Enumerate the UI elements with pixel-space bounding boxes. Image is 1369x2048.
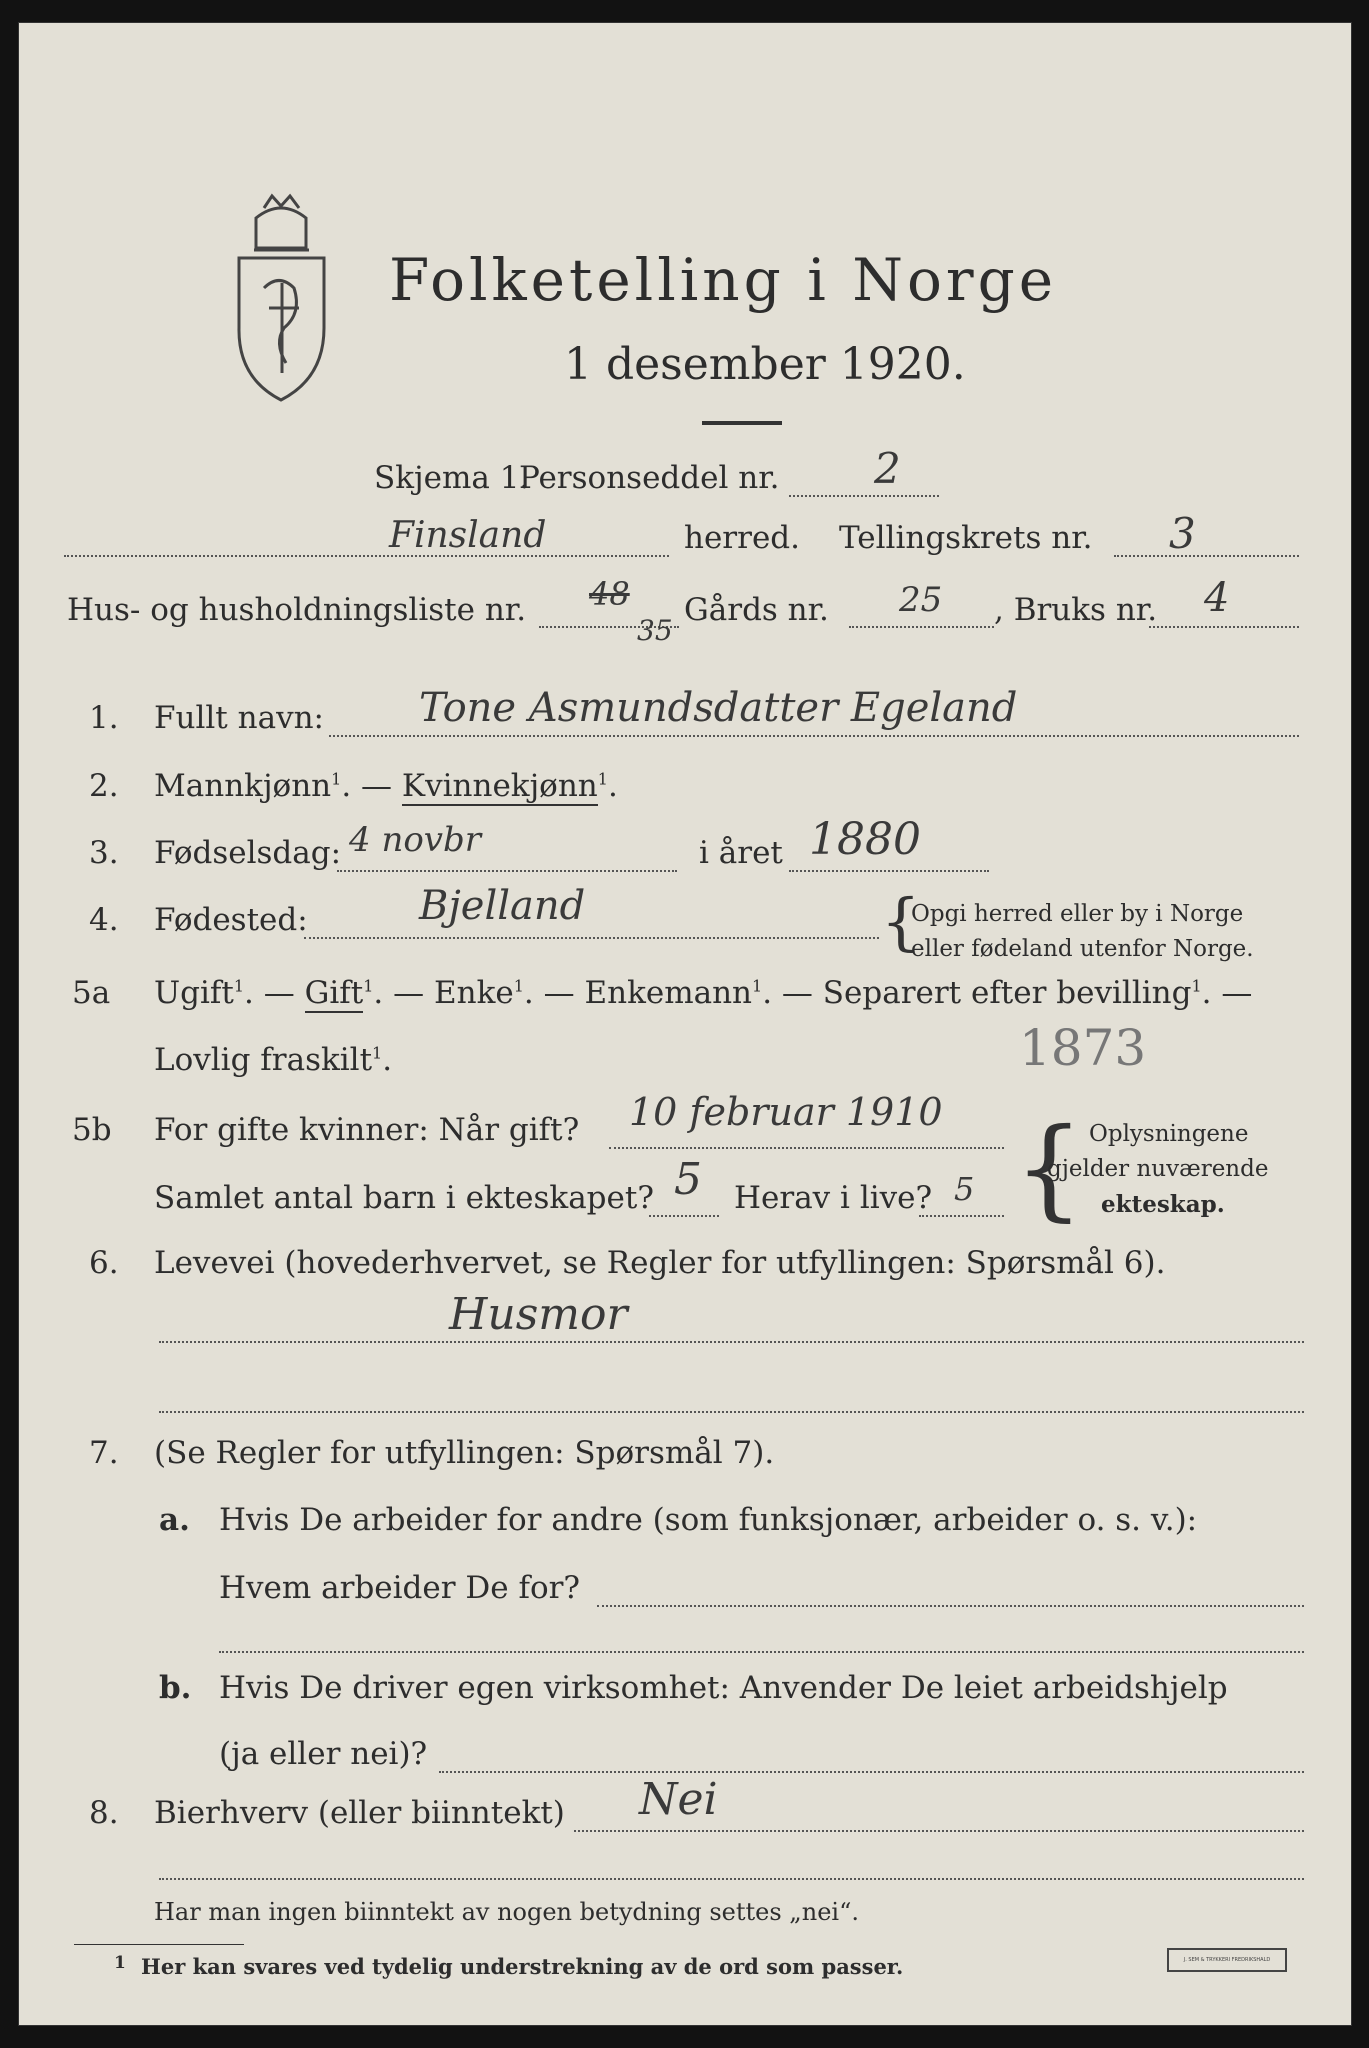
q4-note-brace: { xyxy=(881,885,921,958)
q5a-enkemann-option[interactable]: Enkemann xyxy=(584,975,753,1011)
husliste-value[interactable]: 48 xyxy=(589,575,630,613)
q5a-separert-option[interactable]: Separert efter bevilling xyxy=(822,975,1192,1011)
q5b-note-line3: ekteskap. xyxy=(1101,1191,1225,1218)
q7b-question: (ja eller nei)? xyxy=(219,1736,428,1772)
herred-label: herred. xyxy=(684,520,800,556)
q1-label: Fullt navn: xyxy=(154,700,324,736)
bruks-label: , Bruks nr. xyxy=(994,592,1158,628)
printer-stamp-text: J. SEM & TRYKKERI FREDRIKSHALD xyxy=(1183,1957,1271,1963)
gards-label: Gårds nr. xyxy=(684,592,829,628)
q5a-dash4: . — xyxy=(762,975,813,1011)
footnote-divider xyxy=(74,1944,244,1945)
bruks-value[interactable]: 4 xyxy=(1204,575,1230,621)
q3-birthday-value[interactable]: 4 novbr xyxy=(349,820,482,860)
q5b-label: For gifte kvinner: Når gift? xyxy=(154,1112,580,1148)
tellingskrets-label: Tellingskrets nr. xyxy=(839,520,1093,556)
norwegian-coat-of-arms-icon xyxy=(224,188,339,408)
q7a-line2 xyxy=(219,1651,1304,1653)
q5b-note-brace: { xyxy=(1014,1104,1084,1232)
tellingskrets-line xyxy=(1114,555,1299,557)
tellingskrets-value[interactable]: 3 xyxy=(1169,509,1196,558)
q8-side-income-value[interactable]: Nei xyxy=(639,1774,718,1825)
q3-line xyxy=(337,870,677,872)
q2-end: . xyxy=(607,768,618,804)
q7-label: (Se Regler for utfyllingen: Spørsmål 7). xyxy=(154,1435,775,1471)
q5b-children-value[interactable]: 5 xyxy=(674,1154,702,1205)
q3-year-line xyxy=(789,870,989,872)
q5a-gift-sup: 1 xyxy=(363,976,374,996)
footnote-number: 1 xyxy=(114,1953,126,1973)
q5a-ugift-sup: 1 xyxy=(233,976,245,996)
q5b-note-line1: Oplysningene xyxy=(1089,1121,1249,1147)
skjema-label: Skjema 1. xyxy=(374,460,530,496)
q3-number: 3. xyxy=(89,835,119,871)
q5a-dash1: . — xyxy=(244,975,295,1011)
q5b-alive-value[interactable]: 5 xyxy=(954,1170,975,1208)
footnote-text: Her kan svares ved tydelig understrekning av de ord som passer. xyxy=(141,1954,904,1979)
q7b-text: Hvis De driver egen virksomhet: Anvender De leiet arbeidshjelp xyxy=(219,1670,1228,1706)
personseddel-value[interactable]: 2 xyxy=(874,444,901,493)
q5a-margin-note: 1873 xyxy=(1019,1019,1147,1077)
q6-number: 6. xyxy=(89,1245,119,1281)
husliste-label: Hus- og husholdningsliste nr. xyxy=(67,592,527,628)
title-divider xyxy=(702,421,782,425)
q4-note-line1: Opgi herred eller by i Norge xyxy=(911,901,1244,927)
q5b-children-label: Samlet antal barn i ekteskapet? xyxy=(154,1180,654,1216)
q6-line2 xyxy=(159,1411,1304,1413)
q1-number: 1. xyxy=(89,700,119,736)
q5b-married-line xyxy=(609,1147,1004,1149)
q4-label: Fødested: xyxy=(154,902,308,938)
q3-year-label: i året xyxy=(699,835,783,871)
census-form-sheet xyxy=(18,22,1352,2026)
q7a-text: Hvis De arbeider for andre (som funksjonær, arbeider o. s. v.): xyxy=(219,1502,1198,1538)
q7b-number: b. xyxy=(159,1670,192,1706)
q5a-fraskilt-sup: 1 xyxy=(372,1043,383,1063)
q5b-married-value[interactable]: 10 februar 1910 xyxy=(629,1090,943,1134)
gards-line xyxy=(849,626,994,628)
personseddel-label: Personseddel nr. xyxy=(519,460,780,496)
q5a-fraskilt-option[interactable]: Lovlig fraskilt xyxy=(154,1042,373,1078)
q7a-line1 xyxy=(597,1605,1304,1607)
q2-male-sup: 1 xyxy=(331,769,342,789)
q1-line xyxy=(329,735,1299,737)
q5a-enke-option[interactable]: Enke xyxy=(433,975,514,1011)
herred-line xyxy=(64,555,669,557)
q5a-number: 5a xyxy=(72,975,111,1011)
q5b-note-line2: gjelder nuværende xyxy=(1047,1156,1269,1182)
q1-full-name-value[interactable]: Tone Asmundsdatter Egeland xyxy=(419,685,1018,731)
q7a-question: Hvem arbeider De for? xyxy=(219,1570,581,1606)
q5a-separert-sup: 1 xyxy=(1191,976,1202,996)
q2-sep: . — xyxy=(341,768,393,804)
personseddel-line xyxy=(789,495,939,497)
q2-female-sup: 1 xyxy=(597,769,608,789)
footer-note: Har man ingen biinntekt av nogen betydning settes „nei“. xyxy=(154,1898,859,1926)
q5a-dash3: . — xyxy=(523,975,575,1011)
q2-male-option[interactable]: Mannkjønn xyxy=(154,768,332,804)
q8-number: 8. xyxy=(89,1795,119,1831)
q2-female-option-selected[interactable]: Kvinnekjønn xyxy=(401,768,598,804)
herred-value[interactable]: Finsland xyxy=(389,515,547,556)
q4-birthplace-value[interactable]: Bjelland xyxy=(419,883,586,929)
q3-year-value[interactable]: 1880 xyxy=(809,814,921,865)
q2-number: 2. xyxy=(89,768,119,804)
q7-number: 7. xyxy=(89,1435,119,1471)
form-title: Folketelling i Norge xyxy=(389,246,1058,314)
q5b-alive-line xyxy=(919,1215,1004,1217)
q5a-ugift-option[interactable]: Ugift xyxy=(154,975,234,1011)
q8-line xyxy=(574,1830,1304,1832)
q4-line xyxy=(304,937,879,939)
q7a-number: a. xyxy=(159,1502,190,1538)
q8-label: Bierhverv (eller biinntekt) xyxy=(154,1795,565,1831)
husliste-value-corrected[interactable]: 35 xyxy=(637,614,673,647)
q3-label: Fødselsdag: xyxy=(154,835,342,871)
census-date: 1 desember 1920. xyxy=(564,339,966,390)
q4-note-line2: eller fødeland utenfor Norge. xyxy=(911,936,1254,962)
q8-line2 xyxy=(159,1878,1304,1880)
gards-value[interactable]: 25 xyxy=(899,580,943,620)
q5b-children-line xyxy=(649,1215,719,1217)
q5b-number: 5b xyxy=(72,1112,112,1148)
bruks-line xyxy=(1149,626,1299,628)
q6-occupation-value[interactable]: Husmor xyxy=(449,1289,628,1340)
q5a-dash2: . — xyxy=(373,975,425,1011)
printer-stamp xyxy=(1167,1948,1287,1972)
q5b-alive-label: Herav i live? xyxy=(734,1180,933,1216)
q5a-dash5: . — xyxy=(1201,975,1253,1011)
q5a-fraskilt-row: Lovlig fraskilt$^1$. xyxy=(154,1042,393,1078)
q5a-options xyxy=(154,975,1253,1011)
q7b-line xyxy=(439,1771,1304,1773)
q4-number: 4. xyxy=(89,902,119,938)
q5a-gift-option-selected[interactable]: Gift xyxy=(304,975,364,1011)
q6-line1 xyxy=(159,1341,1304,1343)
q5a-enke-sup: 1 xyxy=(513,976,524,996)
q6-label: Levevei (hovederhvervet, se Regler for utfyllingen: Spørsmål 6). xyxy=(154,1245,1166,1281)
q5a-enkemann-sup: 1 xyxy=(752,976,763,996)
q2-options xyxy=(154,768,618,804)
